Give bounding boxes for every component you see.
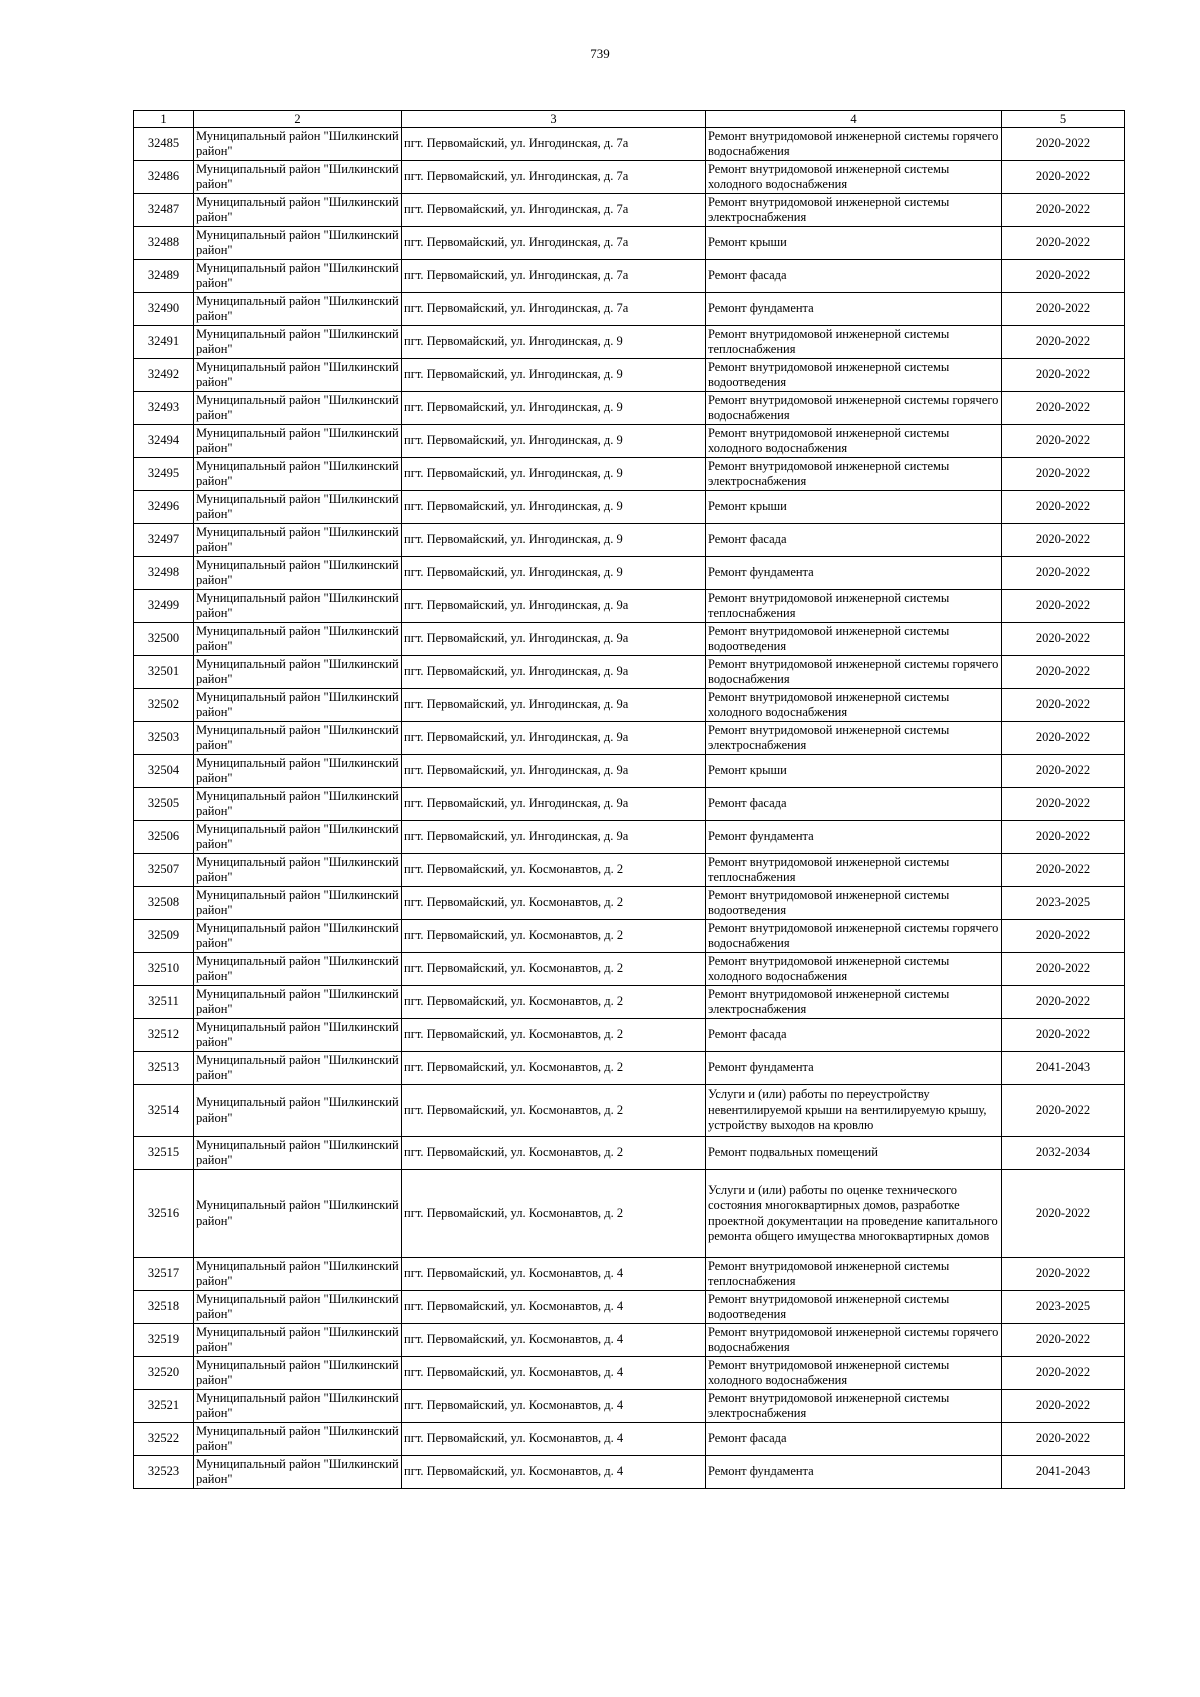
work-type-cell: Ремонт внутридомовой инженерной системы водоотведения — [706, 1291, 1002, 1324]
work-type-cell: Ремонт внутридомовой инженерной системы водоотведения — [706, 887, 1002, 920]
period-cell: 2020-2022 — [1002, 854, 1125, 887]
row-number: 32495 — [134, 458, 194, 491]
municipality-cell: Муниципальный район "Шилкинский район" — [194, 1456, 402, 1489]
column-header-1: 1 — [134, 111, 194, 128]
address-cell: пгт. Первомайский, ул. Космонавтов, д. 2 — [402, 986, 706, 1019]
address-cell: пгт. Первомайский, ул. Космонавтов, д. 4 — [402, 1390, 706, 1423]
address-cell: пгт. Первомайский, ул. Космонавтов, д. 2 — [402, 1019, 706, 1052]
table-row — [134, 425, 1125, 458]
work-type-cell: Ремонт фундамента — [706, 557, 1002, 590]
municipality-cell: Муниципальный район "Шилкинский район" — [194, 788, 402, 821]
period-cell: 2020-2022 — [1002, 788, 1125, 821]
table-row — [134, 920, 1125, 953]
address-cell: пгт. Первомайский, ул. Ингодинская, д. 9а — [402, 689, 706, 722]
period-cell: 2020-2022 — [1002, 953, 1125, 986]
row-number: 32506 — [134, 821, 194, 854]
column-header-3: 3 — [402, 111, 706, 128]
work-type-cell: Ремонт подвальных помещений — [706, 1137, 1002, 1170]
column-header-4: 4 — [706, 111, 1002, 128]
work-type-cell: Ремонт внутридомовой инженерной системы холодного водоснабжения — [706, 1357, 1002, 1390]
work-type-cell: Ремонт фасада — [706, 1019, 1002, 1052]
address-cell: пгт. Первомайский, ул. Космонавтов, д. 2 — [402, 854, 706, 887]
municipality-cell: Муниципальный район "Шилкинский район" — [194, 1324, 402, 1357]
municipality-cell: Муниципальный район "Шилкинский район" — [194, 1291, 402, 1324]
work-type-cell: Ремонт внутридомовой инженерной системы горячего водоснабжения — [706, 128, 1002, 161]
row-number: 32502 — [134, 689, 194, 722]
row-number: 32515 — [134, 1137, 194, 1170]
municipality-cell: Муниципальный район "Шилкинский район" — [194, 524, 402, 557]
municipality-cell: Муниципальный район "Шилкинский район" — [194, 128, 402, 161]
table-row — [134, 194, 1125, 227]
period-cell: 2020-2022 — [1002, 1085, 1125, 1137]
table-row — [134, 722, 1125, 755]
period-cell: 2020-2022 — [1002, 1390, 1125, 1423]
address-cell: пгт. Первомайский, ул. Ингодинская, д. 7а — [402, 128, 706, 161]
municipality-cell: Муниципальный район "Шилкинский район" — [194, 1170, 402, 1258]
work-type-cell: Ремонт внутридомовой инженерной системы электроснабжения — [706, 458, 1002, 491]
row-number: 32514 — [134, 1085, 194, 1137]
work-type-cell: Ремонт крыши — [706, 227, 1002, 260]
address-cell: пгт. Первомайский, ул. Космонавтов, д. 4 — [402, 1423, 706, 1456]
column-header-2: 2 — [194, 111, 402, 128]
work-type-cell: Ремонт внутридомовой инженерной системы холодного водоснабжения — [706, 689, 1002, 722]
table-row — [134, 1258, 1125, 1291]
municipality-cell: Муниципальный район "Шилкинский район" — [194, 161, 402, 194]
row-number: 32487 — [134, 194, 194, 227]
period-cell: 2041-2043 — [1002, 1456, 1125, 1489]
table-row — [134, 656, 1125, 689]
address-cell: пгт. Первомайский, ул. Ингодинская, д. 7а — [402, 227, 706, 260]
period-cell: 2020-2022 — [1002, 128, 1125, 161]
address-cell: пгт. Первомайский, ул. Ингодинская, д. 9а — [402, 623, 706, 656]
table-row — [134, 1390, 1125, 1423]
table-row — [134, 689, 1125, 722]
municipality-cell: Муниципальный район "Шилкинский район" — [194, 1052, 402, 1085]
municipality-cell: Муниципальный район "Шилкинский район" — [194, 260, 402, 293]
address-cell: пгт. Первомайский, ул. Ингодинская, д. 9а — [402, 821, 706, 854]
row-number: 32516 — [134, 1170, 194, 1258]
municipality-cell: Муниципальный район "Шилкинский район" — [194, 755, 402, 788]
work-type-cell: Ремонт внутридомовой инженерной системы горячего водоснабжения — [706, 392, 1002, 425]
address-cell: пгт. Первомайский, ул. Космонавтов, д. 2 — [402, 1085, 706, 1137]
table-row — [134, 1291, 1125, 1324]
address-cell: пгт. Первомайский, ул. Ингодинская, д. 9 — [402, 326, 706, 359]
municipality-cell: Муниципальный район "Шилкинский район" — [194, 1137, 402, 1170]
row-number: 32507 — [134, 854, 194, 887]
table-row — [134, 1019, 1125, 1052]
table-row — [134, 986, 1125, 1019]
table-row — [134, 854, 1125, 887]
period-cell: 2020-2022 — [1002, 458, 1125, 491]
table-row — [134, 1423, 1125, 1456]
work-type-cell: Ремонт внутридомовой инженерной системы холодного водоснабжения — [706, 161, 1002, 194]
period-cell: 2020-2022 — [1002, 920, 1125, 953]
municipality-cell: Муниципальный район "Шилкинский район" — [194, 359, 402, 392]
page-number: 739 — [590, 46, 610, 61]
work-type-cell: Ремонт внутридомовой инженерной системы теплоснабжения — [706, 326, 1002, 359]
address-cell: пгт. Первомайский, ул. Космонавтов, д. 4 — [402, 1324, 706, 1357]
row-number: 32522 — [134, 1423, 194, 1456]
municipality-cell: Муниципальный район "Шилкинский район" — [194, 1019, 402, 1052]
row-number: 32496 — [134, 491, 194, 524]
municipality-cell: Муниципальный район "Шилкинский район" — [194, 986, 402, 1019]
work-type-cell: Ремонт внутридомовой инженерной системы электроснабжения — [706, 722, 1002, 755]
work-type-cell: Ремонт внутридомовой инженерной системы теплоснабжения — [706, 1258, 1002, 1291]
period-cell: 2020-2022 — [1002, 821, 1125, 854]
row-number: 32486 — [134, 161, 194, 194]
address-cell: пгт. Первомайский, ул. Ингодинская, д. 9 — [402, 359, 706, 392]
table-row — [134, 458, 1125, 491]
municipality-cell: Муниципальный район "Шилкинский район" — [194, 491, 402, 524]
address-cell: пгт. Первомайский, ул. Ингодинская, д. 7а — [402, 161, 706, 194]
works-table — [133, 110, 1125, 1489]
address-cell: пгт. Первомайский, ул. Космонавтов, д. 2 — [402, 953, 706, 986]
work-type-cell: Ремонт фасада — [706, 260, 1002, 293]
work-type-cell: Ремонт внутридомовой инженерной системы горячего водоснабжения — [706, 920, 1002, 953]
work-type-cell: Услуги и (или) работы по переустройству невентилируемой крыши на вентилируемую крышу, устройству выходов на кровлю — [706, 1085, 1002, 1137]
address-cell: пгт. Первомайский, ул. Космонавтов, д. 2 — [402, 887, 706, 920]
period-cell: 2020-2022 — [1002, 524, 1125, 557]
address-cell: пгт. Первомайский, ул. Космонавтов, д. 2 — [402, 1170, 706, 1258]
address-cell: пгт. Первомайский, ул. Космонавтов, д. 4 — [402, 1291, 706, 1324]
row-number: 32501 — [134, 656, 194, 689]
address-cell: пгт. Первомайский, ул. Космонавтов, д. 4 — [402, 1357, 706, 1390]
row-number: 32498 — [134, 557, 194, 590]
address-cell: пгт. Первомайский, ул. Ингодинская, д. 9 — [402, 392, 706, 425]
row-number: 32494 — [134, 425, 194, 458]
work-type-cell: Ремонт внутридомовой инженерной системы водоотведения — [706, 623, 1002, 656]
municipality-cell: Муниципальный район "Шилкинский район" — [194, 722, 402, 755]
period-cell: 2020-2022 — [1002, 722, 1125, 755]
row-number: 32497 — [134, 524, 194, 557]
period-cell: 2020-2022 — [1002, 227, 1125, 260]
row-number: 32519 — [134, 1324, 194, 1357]
municipality-cell: Муниципальный район "Шилкинский район" — [194, 1085, 402, 1137]
period-cell: 2020-2022 — [1002, 326, 1125, 359]
table-row — [134, 359, 1125, 392]
work-type-cell: Ремонт внутридомовой инженерной системы электроснабжения — [706, 1390, 1002, 1423]
table-row — [134, 1052, 1125, 1085]
municipality-cell: Муниципальный район "Шилкинский район" — [194, 623, 402, 656]
row-number: 32513 — [134, 1052, 194, 1085]
period-cell: 2020-2022 — [1002, 1324, 1125, 1357]
period-cell: 2041-2043 — [1002, 1052, 1125, 1085]
municipality-cell: Муниципальный район "Шилкинский район" — [194, 293, 402, 326]
row-number: 32508 — [134, 887, 194, 920]
period-cell: 2020-2022 — [1002, 986, 1125, 1019]
row-number: 32488 — [134, 227, 194, 260]
period-cell: 2020-2022 — [1002, 656, 1125, 689]
period-cell: 2020-2022 — [1002, 425, 1125, 458]
address-cell: пгт. Первомайский, ул. Ингодинская, д. 9 — [402, 491, 706, 524]
row-number: 32504 — [134, 755, 194, 788]
period-cell: 2020-2022 — [1002, 1357, 1125, 1390]
work-type-cell: Ремонт внутридомовой инженерной системы горячего водоснабжения — [706, 656, 1002, 689]
address-cell: пгт. Первомайский, ул. Космонавтов, д. 2 — [402, 1137, 706, 1170]
row-number: 32503 — [134, 722, 194, 755]
municipality-cell: Муниципальный район "Шилкинский район" — [194, 953, 402, 986]
period-cell: 2020-2022 — [1002, 755, 1125, 788]
table-row — [134, 557, 1125, 590]
table-row — [134, 1456, 1125, 1489]
municipality-cell: Муниципальный район "Шилкинский район" — [194, 557, 402, 590]
row-number: 32511 — [134, 986, 194, 1019]
work-type-cell: Ремонт внутридомовой инженерной системы теплоснабжения — [706, 854, 1002, 887]
period-cell: 2020-2022 — [1002, 1170, 1125, 1258]
work-type-cell: Ремонт внутридомовой инженерной системы теплоснабжения — [706, 590, 1002, 623]
work-type-cell: Ремонт внутридомовой инженерной системы электроснабжения — [706, 986, 1002, 1019]
table-row — [134, 524, 1125, 557]
work-type-cell: Ремонт внутридомовой инженерной системы водоотведения — [706, 359, 1002, 392]
municipality-cell: Муниципальный район "Шилкинский район" — [194, 656, 402, 689]
row-number: 32499 — [134, 590, 194, 623]
municipality-cell: Муниципальный район "Шилкинский район" — [194, 1258, 402, 1291]
address-cell: пгт. Первомайский, ул. Ингодинская, д. 9а — [402, 590, 706, 623]
row-number: 32492 — [134, 359, 194, 392]
municipality-cell: Муниципальный район "Шилкинский район" — [194, 1390, 402, 1423]
work-type-cell: Ремонт крыши — [706, 491, 1002, 524]
row-number: 32505 — [134, 788, 194, 821]
work-type-cell: Ремонт фундамента — [706, 1456, 1002, 1489]
row-number: 32490 — [134, 293, 194, 326]
table-row — [134, 755, 1125, 788]
period-cell: 2020-2022 — [1002, 623, 1125, 656]
address-cell: пгт. Первомайский, ул. Ингодинская, д. 9 — [402, 425, 706, 458]
period-cell: 2023-2025 — [1002, 1291, 1125, 1324]
address-cell: пгт. Первомайский, ул. Ингодинская, д. 9а — [402, 755, 706, 788]
work-type-cell: Ремонт крыши — [706, 755, 1002, 788]
row-number: 32521 — [134, 1390, 194, 1423]
municipality-cell: Муниципальный район "Шилкинский район" — [194, 1357, 402, 1390]
municipality-cell: Муниципальный район "Шилкинский район" — [194, 821, 402, 854]
address-cell: пгт. Первомайский, ул. Ингодинская, д. 7а — [402, 293, 706, 326]
address-cell: пгт. Первомайский, ул. Космонавтов, д. 4 — [402, 1456, 706, 1489]
column-header-5: 5 — [1002, 111, 1125, 128]
period-cell: 2020-2022 — [1002, 293, 1125, 326]
municipality-cell: Муниципальный район "Шилкинский район" — [194, 854, 402, 887]
address-cell: пгт. Первомайский, ул. Ингодинская, д. 9 — [402, 557, 706, 590]
row-number: 32485 — [134, 128, 194, 161]
municipality-cell: Муниципальный район "Шилкинский район" — [194, 458, 402, 491]
table-row — [134, 260, 1125, 293]
table-row — [134, 293, 1125, 326]
work-type-cell: Ремонт фундамента — [706, 293, 1002, 326]
table-row — [134, 491, 1125, 524]
period-cell: 2020-2022 — [1002, 1423, 1125, 1456]
table-row — [134, 1324, 1125, 1357]
period-cell: 2020-2022 — [1002, 194, 1125, 227]
row-number: 32520 — [134, 1357, 194, 1390]
table-row — [134, 788, 1125, 821]
period-cell: 2020-2022 — [1002, 1019, 1125, 1052]
address-cell: пгт. Первомайский, ул. Ингодинская, д. 9 — [402, 524, 706, 557]
municipality-cell: Муниципальный район "Шилкинский район" — [194, 227, 402, 260]
period-cell: 2020-2022 — [1002, 260, 1125, 293]
work-type-cell: Ремонт внутридомовой инженерной системы электроснабжения — [706, 194, 1002, 227]
municipality-cell: Муниципальный район "Шилкинский район" — [194, 194, 402, 227]
municipality-cell: Муниципальный район "Шилкинский район" — [194, 590, 402, 623]
work-type-cell: Ремонт фасада — [706, 788, 1002, 821]
table-row — [134, 1137, 1125, 1170]
work-type-cell: Ремонт внутридомовой инженерной системы горячего водоснабжения — [706, 1324, 1002, 1357]
period-cell: 2023-2025 — [1002, 887, 1125, 920]
period-cell: 2020-2022 — [1002, 1258, 1125, 1291]
address-cell: пгт. Первомайский, ул. Ингодинская, д. 7а — [402, 194, 706, 227]
row-number: 32518 — [134, 1291, 194, 1324]
municipality-cell: Муниципальный район "Шилкинский район" — [194, 689, 402, 722]
work-type-cell: Ремонт фасада — [706, 524, 1002, 557]
table-row — [134, 1170, 1125, 1258]
table-row — [134, 161, 1125, 194]
municipality-cell: Муниципальный район "Шилкинский район" — [194, 887, 402, 920]
period-cell: 2020-2022 — [1002, 689, 1125, 722]
table-row — [134, 227, 1125, 260]
address-cell: пгт. Первомайский, ул. Ингодинская, д. 9а — [402, 656, 706, 689]
table-row — [134, 326, 1125, 359]
work-type-cell: Услуги и (или) работы по оценке технического состояния многоквартирных домов, разработке проектной документации на проведение капитального ремонта общего имущества многоквартирных домов — [706, 1170, 1002, 1258]
period-cell: 2020-2022 — [1002, 359, 1125, 392]
work-type-cell: Ремонт фундамента — [706, 1052, 1002, 1085]
row-number: 32509 — [134, 920, 194, 953]
period-cell: 2020-2022 — [1002, 491, 1125, 524]
table-row — [134, 623, 1125, 656]
table-row — [134, 1085, 1125, 1137]
row-number: 32512 — [134, 1019, 194, 1052]
address-cell: пгт. Первомайский, ул. Ингодинская, д. 9а — [402, 788, 706, 821]
address-cell: пгт. Первомайский, ул. Космонавтов, д. 2 — [402, 1052, 706, 1085]
municipality-cell: Муниципальный район "Шилкинский район" — [194, 920, 402, 953]
table-row — [134, 1357, 1125, 1390]
table-row — [134, 590, 1125, 623]
work-type-cell: Ремонт фундамента — [706, 821, 1002, 854]
row-number: 32517 — [134, 1258, 194, 1291]
municipality-cell: Муниципальный район "Шилкинский район" — [194, 392, 402, 425]
period-cell: 2020-2022 — [1002, 161, 1125, 194]
row-number: 32523 — [134, 1456, 194, 1489]
row-number: 32493 — [134, 392, 194, 425]
row-number: 32500 — [134, 623, 194, 656]
row-number: 32491 — [134, 326, 194, 359]
municipality-cell: Муниципальный район "Шилкинский район" — [194, 326, 402, 359]
address-cell: пгт. Первомайский, ул. Ингодинская, д. 7а — [402, 260, 706, 293]
address-cell: пгт. Первомайский, ул. Космонавтов, д. 4 — [402, 1258, 706, 1291]
work-type-cell: Ремонт внутридомовой инженерной системы холодного водоснабжения — [706, 953, 1002, 986]
address-cell: пгт. Первомайский, ул. Ингодинская, д. 9а — [402, 722, 706, 755]
table-body — [134, 128, 1125, 1489]
table-row — [134, 821, 1125, 854]
address-cell: пгт. Первомайский, ул. Ингодинская, д. 9 — [402, 458, 706, 491]
work-type-cell: Ремонт фасада — [706, 1423, 1002, 1456]
work-type-cell: Ремонт внутридомовой инженерной системы холодного водоснабжения — [706, 425, 1002, 458]
period-cell: 2020-2022 — [1002, 557, 1125, 590]
row-number: 32489 — [134, 260, 194, 293]
municipality-cell: Муниципальный район "Шилкинский район" — [194, 1423, 402, 1456]
period-cell: 2020-2022 — [1002, 590, 1125, 623]
row-number: 32510 — [134, 953, 194, 986]
municipality-cell: Муниципальный район "Шилкинский район" — [194, 425, 402, 458]
table-row — [134, 392, 1125, 425]
table-row — [134, 953, 1125, 986]
header-row — [134, 111, 1125, 128]
address-cell: пгт. Первомайский, ул. Космонавтов, д. 2 — [402, 920, 706, 953]
period-cell: 2020-2022 — [1002, 392, 1125, 425]
table-row — [134, 128, 1125, 161]
period-cell: 2032-2034 — [1002, 1137, 1125, 1170]
table-row — [134, 887, 1125, 920]
